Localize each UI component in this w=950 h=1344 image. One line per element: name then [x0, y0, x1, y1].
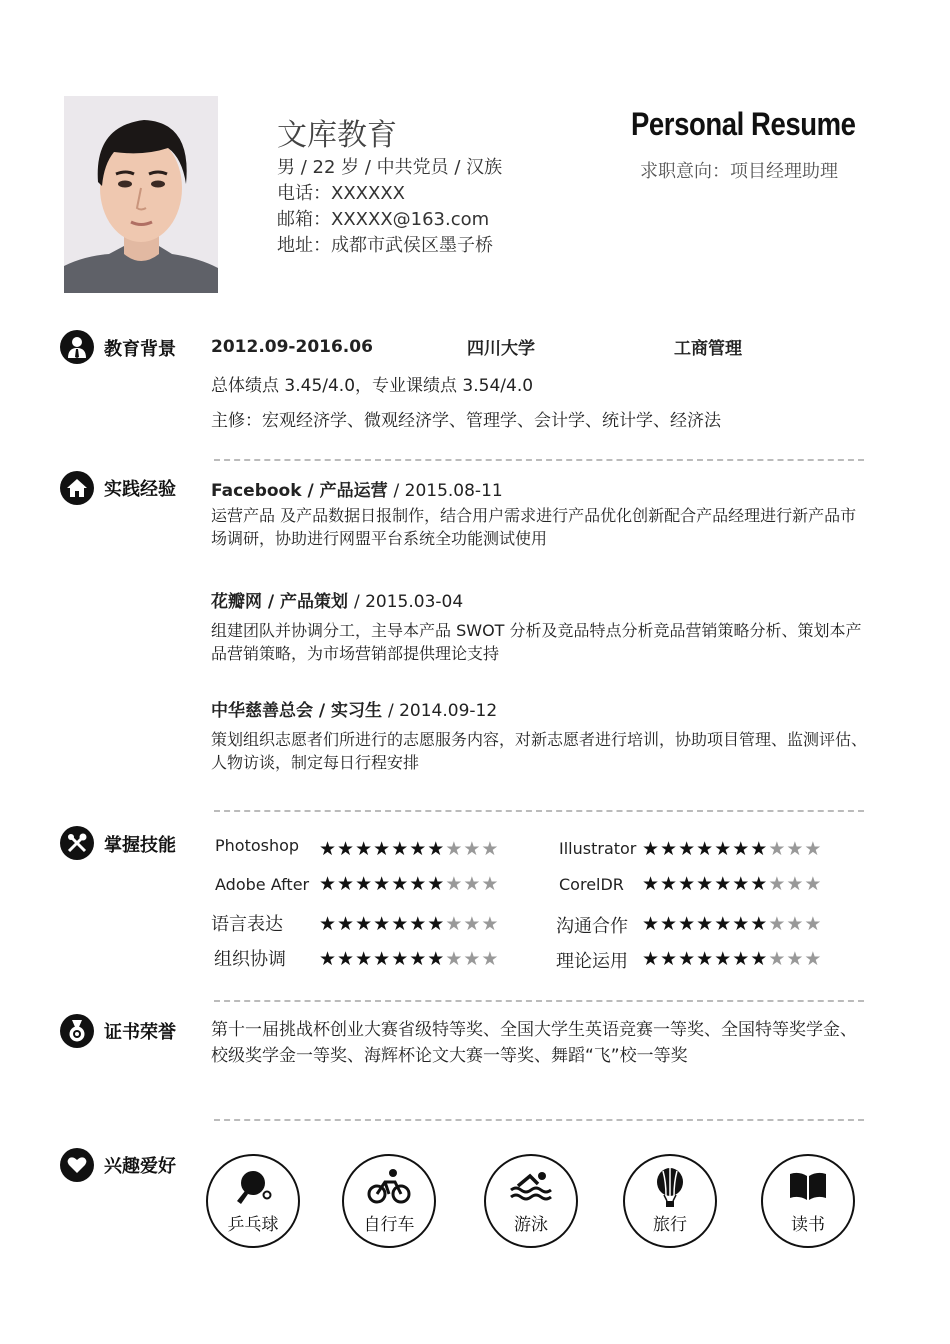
education-gpa: 总体绩点 3.45/4.0，专业课绩点 3.54/4.0: [211, 376, 534, 396]
star-empty-icon: ★: [768, 873, 787, 895]
education-school: 四川大学: [467, 339, 535, 359]
star-filled-icon: ★: [678, 913, 697, 935]
star-filled-icon: ★: [319, 948, 338, 970]
star-filled-icon: ★: [391, 913, 410, 935]
practice-item-title: [211, 696, 497, 721]
star-filled-icon: ★: [732, 948, 751, 970]
star-empty-icon: ★: [481, 948, 500, 970]
star-filled-icon: ★: [714, 948, 733, 970]
phone-row: [277, 179, 405, 205]
hobby-item: [342, 1154, 436, 1248]
honors-heading: 证书荣誉: [104, 1022, 176, 1043]
star-filled-icon: ★: [678, 873, 697, 895]
skill-label: Adobe After: [215, 875, 310, 894]
star-filled-icon: ★: [660, 873, 679, 895]
home-icon: [60, 471, 94, 505]
practice-desc: 组建团队并协调分工，主导本产品 SWOT 分析及竞品特点分析竞品营销策略分析、策划本产品营销策略，为市场营销部提供理论支持: [211, 621, 862, 663]
skill-rating: [642, 873, 822, 895]
star-filled-icon: ★: [750, 948, 769, 970]
practice-date: / 2015.03-04: [353, 592, 464, 612]
star-filled-icon: ★: [337, 873, 356, 895]
star-filled-icon: ★: [696, 838, 715, 860]
phone-label: 电话：: [277, 183, 331, 204]
education-heading: 教育背景: [104, 339, 176, 360]
practice-org: 花瓣网 / 产品策划: [211, 592, 354, 612]
star-empty-icon: ★: [463, 913, 482, 935]
star-filled-icon: ★: [660, 948, 679, 970]
resume-title: Personal Resume: [631, 106, 856, 142]
star-filled-icon: ★: [409, 838, 428, 860]
star-filled-icon: ★: [427, 913, 446, 935]
person-icon: [60, 330, 94, 364]
practice-item-title: [211, 476, 503, 501]
star-empty-icon: ★: [481, 913, 500, 935]
honors-text: 第十一届挑战杯创业大赛省级特等奖、全国大学生英语竞赛一等奖、全国特等奖学金、校级奖学金一等奖、海辉杯论文大赛一等奖、舞蹈“飞”校一等奖: [211, 1020, 857, 1066]
star-filled-icon: ★: [373, 913, 392, 935]
star-filled-icon: ★: [696, 948, 715, 970]
skill-label: 语言表达: [211, 914, 283, 935]
star-empty-icon: ★: [786, 913, 805, 935]
star-empty-icon: ★: [445, 948, 464, 970]
hobby-label: 读书: [791, 1215, 825, 1235]
section-divider: [214, 1000, 864, 1002]
profile-photo: [64, 96, 218, 293]
practice-date: / 2014.09-12: [387, 701, 498, 721]
star-filled-icon: ★: [642, 913, 661, 935]
medal-icon: [60, 1014, 94, 1048]
hobby-item: [623, 1154, 717, 1248]
star-filled-icon: ★: [750, 913, 769, 935]
education-major: 工商管理: [674, 339, 742, 359]
star-filled-icon: ★: [319, 913, 338, 935]
star-filled-icon: ★: [409, 948, 428, 970]
basic-info: 男 / 22 岁 / 中共党员 / 汉族: [277, 157, 503, 178]
star-filled-icon: ★: [409, 913, 428, 935]
skill-label: 组织协调: [214, 949, 286, 970]
star-filled-icon: ★: [319, 838, 338, 860]
star-filled-icon: ★: [337, 913, 356, 935]
practice-desc: 策划组织志愿者们所进行的志愿服务内容，对新志愿者进行培训，协助项目管理、监测评估、人物访谈，制定每日行程安排: [211, 730, 868, 772]
skill-rating: [319, 948, 499, 970]
phone-value: XXXXXX: [331, 183, 405, 204]
star-filled-icon: ★: [696, 873, 715, 895]
star-empty-icon: ★: [804, 948, 823, 970]
hobby-label: 游泳: [514, 1215, 548, 1235]
star-empty-icon: ★: [786, 948, 805, 970]
hobby-label: 乒乓球: [227, 1215, 279, 1235]
address-label: 地址：: [277, 235, 331, 256]
skill-rating: [642, 948, 822, 970]
star-empty-icon: ★: [804, 913, 823, 935]
star-empty-icon: ★: [463, 873, 482, 895]
star-filled-icon: ★: [391, 948, 410, 970]
star-filled-icon: ★: [732, 838, 751, 860]
practice-desc: 运营产品 及产品数据日报制作，结合用户需求进行产品优化创新配合产品经理进行新产品市场调研，协助进行网盟平台系统全功能测试使用: [211, 506, 857, 548]
skill-rating: [642, 838, 822, 860]
hobby-label: 旅行: [653, 1215, 687, 1235]
book-icon: [763, 1168, 853, 1206]
star-filled-icon: ★: [642, 948, 661, 970]
skill-label: 理论运用: [556, 951, 628, 972]
practice-date: / 2015.08-11: [393, 481, 503, 501]
star-filled-icon: ★: [355, 838, 374, 860]
section-divider: [214, 1119, 864, 1121]
star-filled-icon: ★: [642, 873, 661, 895]
star-filled-icon: ★: [337, 838, 356, 860]
star-filled-icon: ★: [373, 873, 392, 895]
star-filled-icon: ★: [355, 873, 374, 895]
tools-icon: [60, 826, 94, 860]
email-row: [277, 205, 489, 231]
star-empty-icon: ★: [481, 838, 500, 860]
star-filled-icon: ★: [427, 838, 446, 860]
email-label: 邮箱：: [277, 209, 331, 230]
hobby-item: [206, 1154, 300, 1248]
star-empty-icon: ★: [445, 913, 464, 935]
section-divider: [214, 810, 864, 812]
address-value: 成都市武侯区墨子桥: [331, 235, 493, 256]
star-empty-icon: ★: [804, 873, 823, 895]
star-filled-icon: ★: [714, 838, 733, 860]
skill-rating: [319, 913, 499, 935]
hobbies-heading: 兴趣爱好: [104, 1156, 176, 1177]
skill-rating: [319, 873, 499, 895]
star-empty-icon: ★: [768, 948, 787, 970]
hobby-label: 自行车: [363, 1215, 415, 1235]
star-filled-icon: ★: [642, 838, 661, 860]
star-filled-icon: ★: [732, 913, 751, 935]
star-filled-icon: ★: [355, 913, 374, 935]
star-empty-icon: ★: [445, 873, 464, 895]
skill-rating: [642, 913, 822, 935]
skill-label: CorelDR: [559, 875, 624, 894]
star-filled-icon: ★: [319, 873, 338, 895]
practice-org: Facebook / 产品运营: [211, 481, 394, 501]
skill-label: Illustrator: [559, 839, 637, 858]
education-period: 2012.09-2016.06: [211, 337, 373, 357]
hobby-item: [761, 1154, 855, 1248]
section-divider: [214, 459, 864, 461]
practice-org: 中华慈善总会 / 实习生: [211, 701, 388, 721]
star-filled-icon: ★: [714, 913, 733, 935]
candidate-name: 文库教育: [277, 118, 397, 153]
star-filled-icon: ★: [409, 873, 428, 895]
star-empty-icon: ★: [463, 948, 482, 970]
ping-pong-icon: [208, 1168, 298, 1210]
star-empty-icon: ★: [463, 838, 482, 860]
star-filled-icon: ★: [355, 948, 374, 970]
skill-label: 沟通合作: [556, 916, 628, 937]
balloon-icon: [625, 1168, 715, 1212]
star-filled-icon: ★: [714, 873, 733, 895]
star-filled-icon: ★: [427, 873, 446, 895]
star-filled-icon: ★: [696, 913, 715, 935]
star-filled-icon: ★: [750, 838, 769, 860]
star-filled-icon: ★: [678, 948, 697, 970]
email-value: XXXXX@163.com: [331, 209, 490, 230]
star-filled-icon: ★: [750, 873, 769, 895]
job-objective: 求职意向：项目经理助理: [640, 161, 838, 182]
star-filled-icon: ★: [373, 948, 392, 970]
star-filled-icon: ★: [391, 838, 410, 860]
education-courses: 主修：宏观经济学、微观经济学、管理学、会计学、统计学、经济法: [211, 411, 721, 431]
heart-icon: [60, 1148, 94, 1182]
skill-rating: [319, 838, 499, 860]
star-empty-icon: ★: [481, 873, 500, 895]
star-empty-icon: ★: [786, 873, 805, 895]
skills-heading: 掌握技能: [104, 835, 176, 856]
swimming-icon: [486, 1168, 576, 1208]
hobby-item: [484, 1154, 578, 1248]
star-filled-icon: ★: [427, 948, 446, 970]
star-empty-icon: ★: [768, 913, 787, 935]
skill-label: Photoshop: [215, 836, 300, 855]
star-filled-icon: ★: [337, 948, 356, 970]
star-empty-icon: ★: [768, 838, 787, 860]
address-row: [277, 231, 493, 257]
star-empty-icon: ★: [786, 838, 805, 860]
bicycle-icon: [344, 1168, 434, 1208]
star-filled-icon: ★: [660, 913, 679, 935]
practice-heading: 实践经验: [104, 479, 176, 500]
star-filled-icon: ★: [373, 838, 392, 860]
star-filled-icon: ★: [391, 873, 410, 895]
star-empty-icon: ★: [804, 838, 823, 860]
star-filled-icon: ★: [732, 873, 751, 895]
practice-item-title: [211, 587, 463, 612]
star-empty-icon: ★: [445, 838, 464, 860]
star-filled-icon: ★: [678, 838, 697, 860]
star-filled-icon: ★: [660, 838, 679, 860]
